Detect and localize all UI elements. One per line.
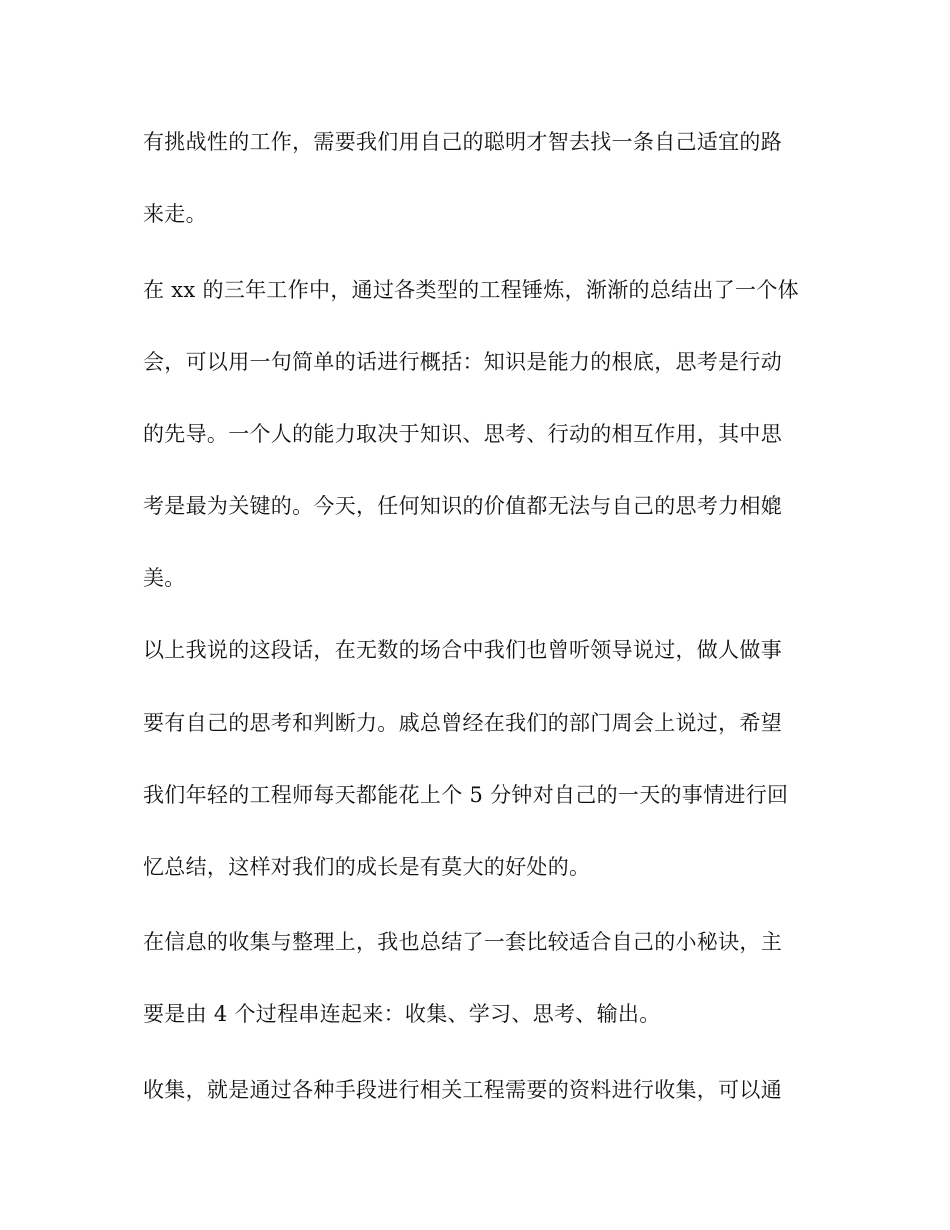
text-line: 在 xx 的三年工作中，通过各类型的工程锤炼，渐渐的总结出了一个体 [143,278,799,302]
text-line: 在信息的收集与整理上，我也总结了一套比较适合自己的小秘诀，主 [143,930,782,954]
text-line: 要是由 4 个过程串连起来：收集、学习、思考、输出。 [143,1002,661,1026]
text-line: 来走。 [143,202,207,226]
text-line: 有挑战性的工作，需要我们用自己的聪明才智去找一条自己适宜的路 [143,130,782,154]
text-line: 收集，就是通过各种手段进行相关工程需要的资料进行收集，可以通 [143,1078,782,1102]
text-line: 忆总结，这样对我们的成长是有莫大的好处的。 [143,855,591,879]
text-line: 要有自己的思考和判断力。戚总曾经在我们的部门周会上说过，希望 [143,711,782,735]
text-line: 会，可以用一句简单的话进行概括：知识是能力的根底，思考是行动 [143,350,782,374]
text-line: 以上我说的这段话，在无数的场合中我们也曾听领导说过，做人做事 [143,638,782,662]
text-line: 我们年轻的工程师每天都能花上个 5 分钟对自己的一天的事情进行回 [143,783,789,807]
text-line: 美。 [143,566,186,590]
text-line: 考是最为关键的。今天，任何知识的价值都无法与自己的思考力相媲 [143,494,782,518]
text-line: 的先导。一个人的能力取决于知识、思考、行动的相互作用，其中思 [143,422,782,446]
